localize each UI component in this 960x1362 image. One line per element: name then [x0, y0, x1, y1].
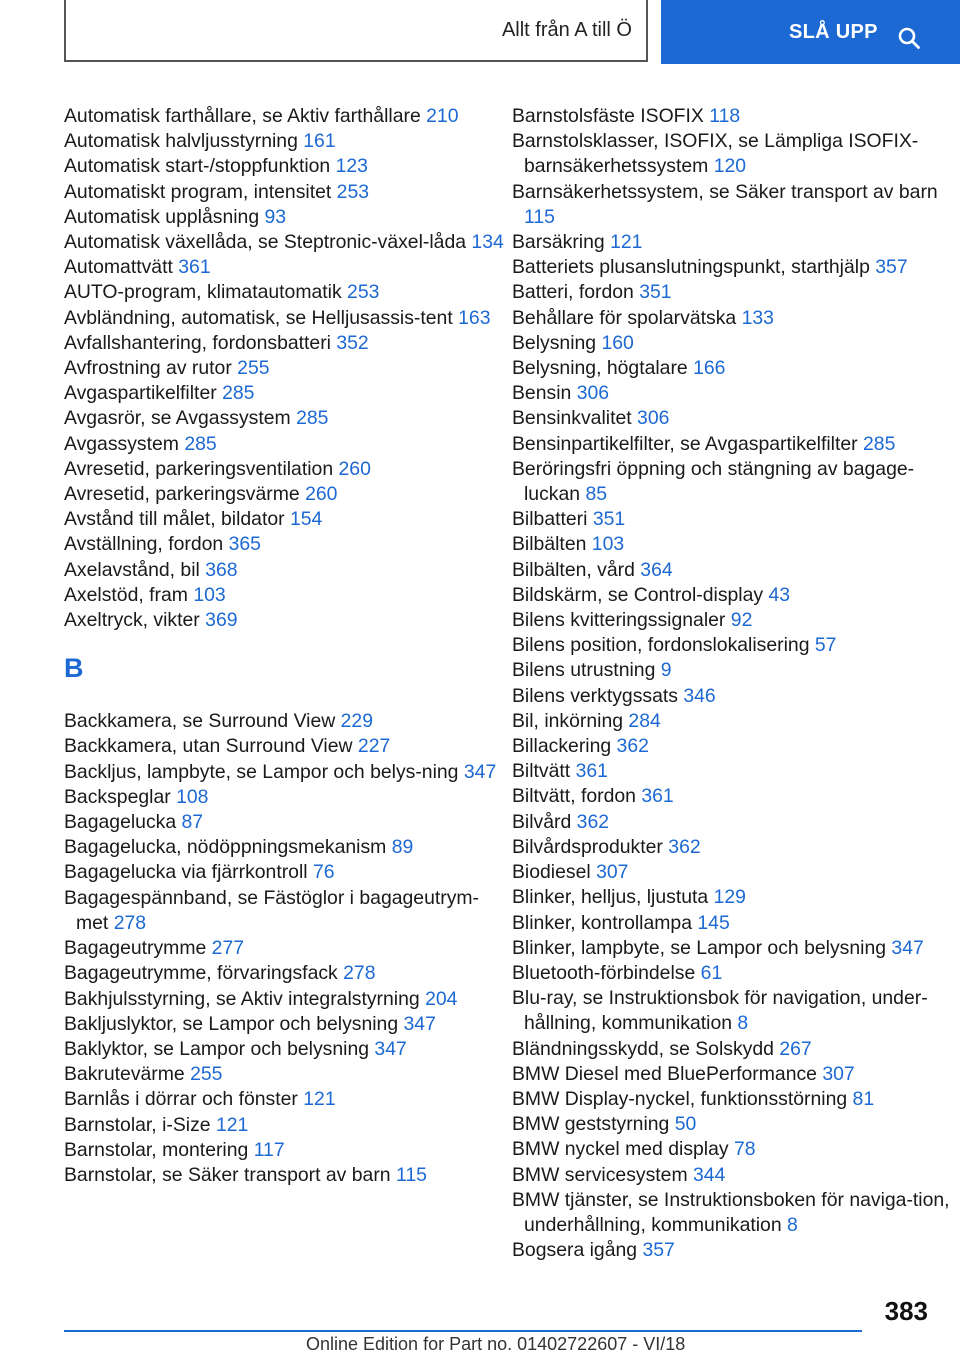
index-entry: [512, 1188, 952, 1238]
entry-page-link[interactable]: 253: [347, 281, 380, 304]
entry-page-link[interactable]: 306: [637, 407, 670, 430]
entry-page-link[interactable]: 134: [471, 231, 504, 254]
entry-term: Automatisk upplåsning: [64, 205, 260, 228]
entry-page-link[interactable]: 8: [787, 1213, 798, 1236]
entry-term: Batteri, fordon: [512, 281, 634, 304]
entry-page-link[interactable]: 129: [713, 886, 746, 909]
entry-page-link[interactable]: 361: [575, 760, 608, 783]
entry-term: Backkamera, se Surround View: [64, 710, 336, 733]
entry-term: Bilvård: [512, 810, 572, 833]
index-entry: [512, 1163, 952, 1188]
entry-term: Avställning, fordon: [64, 533, 224, 556]
index-entry: [64, 810, 504, 835]
entry-term: Blinker, helljus, ljustuta: [512, 886, 709, 909]
index-entry: [512, 1137, 952, 1162]
entry-page-link[interactable]: 121: [215, 1113, 249, 1136]
entry-page-link[interactable]: 357: [875, 256, 908, 279]
entry-page-link[interactable]: 306: [576, 382, 610, 405]
entry-page-link[interactable]: 210: [426, 105, 459, 127]
entry-page-link[interactable]: 347: [891, 936, 924, 959]
index-entry: [64, 129, 504, 154]
index-entry: [512, 658, 952, 683]
entry-term: Bagageutrymme, förvaringsfack: [64, 962, 338, 985]
entry-page-link[interactable]: 362: [576, 810, 610, 833]
entry-page-link[interactable]: 43: [768, 583, 791, 606]
index-column-left: [64, 104, 504, 1188]
entry-term: Bakhjulsstyrning, se Aktiv integralstyrning: [64, 987, 420, 1010]
entry-page-link[interactable]: 57: [814, 634, 837, 657]
index-entry: [64, 835, 504, 860]
index-entry: [512, 180, 952, 230]
index-entry: [512, 255, 952, 280]
entry-page-link[interactable]: 204: [425, 987, 458, 1010]
entry-page-link[interactable]: 285: [184, 432, 217, 455]
entry-page-link[interactable]: 118: [709, 105, 741, 127]
entry-term: Bilens utrustning: [512, 659, 656, 682]
entry-term: Belysning: [512, 331, 597, 354]
entry-term: Bluetooth-förbindelse: [512, 961, 696, 984]
footer-edition: Online Edition for Part no. 01402722607 - VI/18: [306, 1334, 686, 1354]
page-number: 383: [884, 1296, 928, 1326]
entry-page-link[interactable]: 161: [303, 130, 336, 153]
index-entry: [512, 381, 952, 406]
entry-term: Axelavstånd, bil: [64, 558, 200, 581]
entry-term: Barnstolar, montering: [64, 1138, 249, 1161]
index-entry: [512, 1087, 952, 1112]
entry-term: Automattvätt: [64, 256, 173, 279]
index-entry: [64, 154, 504, 179]
entry-term: BMW Diesel med BluePerformance: [512, 1062, 817, 1085]
entry-page-link[interactable]: 284: [628, 709, 661, 732]
entry-page-link[interactable]: 160: [601, 331, 634, 354]
index-entry: [64, 306, 504, 331]
entry-term: Avresetid, parkeringsventilation: [64, 457, 334, 480]
index-entry: [64, 961, 504, 986]
tab-search[interactable]: [661, 0, 960, 64]
index-entry: [64, 406, 504, 431]
index-group-b: [64, 709, 504, 1188]
entry-term: Backljus, lampbyte, se Lampor och belys-ning: [64, 760, 459, 783]
entry-term: Barnstolsfäste ISOFIX: [512, 105, 704, 127]
entry-term: Biltvätt, fordon: [512, 785, 636, 808]
entry-term: Avstånd till målet, bildator: [64, 508, 285, 531]
entry-term: Behållare för spolarvätska: [512, 306, 737, 329]
entry-term: Bilbälten: [512, 533, 587, 556]
entry-term: Bilvårdsprodukter: [512, 835, 663, 858]
entry-page-link[interactable]: 357: [642, 1239, 675, 1262]
entry-page-link[interactable]: 347: [463, 760, 497, 783]
entry-term: Bogsera igång: [512, 1239, 638, 1262]
entry-page-link[interactable]: 364: [640, 558, 673, 581]
index-entry: [512, 986, 952, 1036]
index-entry: [512, 633, 952, 658]
entry-page-link[interactable]: 351: [592, 508, 626, 531]
index-entry: [64, 331, 504, 356]
entry-term: Axelstöd, fram: [64, 583, 188, 606]
entry-term: Axeltryck, vikter: [64, 609, 200, 632]
entry-page-link[interactable]: 260: [305, 483, 338, 506]
entry-page-link[interactable]: 361: [641, 785, 674, 808]
entry-page-link[interactable]: 154: [289, 508, 323, 531]
entry-page-link[interactable]: 81: [852, 1087, 875, 1110]
entry-term: Bilbälten, vård: [512, 558, 635, 581]
index-entry: [64, 180, 504, 205]
entry-term: Biodiesel: [512, 861, 591, 884]
entry-page-link[interactable]: 85: [585, 483, 608, 506]
index-entry: [512, 911, 952, 936]
entry-page-link[interactable]: 362: [668, 835, 701, 858]
entry-page-link[interactable]: 260: [338, 457, 371, 480]
entry-page-link[interactable]: 166: [693, 357, 726, 380]
entry-term: Batteriets plusanslutningspunkt, starthjälp: [512, 256, 870, 279]
entry-term: Blu-ray, se Instruktionsbok för navigation, under-hållning, kommunikation: [512, 987, 928, 1035]
footer-divider: [64, 1330, 862, 1332]
index-entry: [64, 104, 504, 129]
index-entry: [64, 507, 504, 532]
index-entry: [64, 1113, 504, 1138]
entry-term: Avgaspartikelfilter: [64, 382, 217, 405]
index-entry: [64, 1012, 504, 1037]
entry-term: Bländningsskydd, se Solskydd: [512, 1037, 774, 1060]
entry-page-link[interactable]: 362: [616, 735, 649, 758]
entry-page-link[interactable]: 133: [741, 306, 774, 329]
index-entry: [64, 608, 504, 633]
index-entry: [512, 1112, 952, 1137]
entry-term: Barnstolar, i-Size: [64, 1113, 211, 1136]
index-entry: [512, 129, 952, 179]
entry-page-link[interactable]: 255: [190, 1063, 223, 1086]
entry-term: Bildskärm, se Control-display: [512, 583, 764, 606]
index-entry: [64, 1062, 504, 1087]
entry-term: Barnlås i dörrar och fönster: [64, 1088, 298, 1111]
entry-page-link[interactable]: 121: [303, 1088, 336, 1111]
index-entry: [64, 1163, 504, 1188]
entry-page-link[interactable]: 145: [697, 911, 730, 934]
tab-a-to-z[interactable]: [64, 0, 648, 62]
index-entry: [512, 583, 952, 608]
entry-page-link[interactable]: 253: [336, 180, 370, 203]
index-entry: [64, 381, 504, 406]
entry-term: Automatiskt program, intensitet: [64, 180, 332, 203]
entry-term: Automatisk farthållare, se Aktiv farthållare: [64, 105, 421, 127]
index-entry: [512, 608, 952, 633]
index-entry: [512, 507, 952, 532]
index-entry: [512, 306, 952, 331]
entry-term: BMW tjänster, se Instruktionsboken för naviga-tion, underhållning, kommunikation: [512, 1188, 950, 1236]
entry-term: Automatisk start-/stoppfunktion: [64, 155, 331, 178]
entry-page-link[interactable]: 103: [193, 583, 226, 606]
entry-page-link[interactable]: 365: [228, 533, 261, 556]
entry-term: Bilbatteri: [512, 508, 588, 531]
entry-page-link[interactable]: 369: [205, 609, 238, 632]
entry-term: Barnstolsklasser, ISOFIX, se Lämpliga ISOFIX-barnsäkerhetssystem: [512, 130, 919, 178]
index-entry: [512, 684, 952, 709]
entry-term: Beröringsfri öppning och stängning av bagage-luckan: [512, 457, 915, 506]
header: [0, 0, 960, 66]
index-entry: [64, 734, 504, 759]
entry-page-link[interactable]: 278: [113, 911, 147, 934]
entry-page-link[interactable]: 115: [395, 1163, 427, 1186]
entry-term: Bagageutrymme: [64, 937, 207, 960]
entry-term: Biltvätt: [512, 760, 571, 783]
index-entry: [512, 331, 952, 356]
index-group-a: [64, 104, 504, 633]
entry-page-link[interactable]: 361: [178, 256, 211, 279]
entry-page-link[interactable]: 352: [336, 331, 369, 354]
entry-term: Bilens verktygssats: [512, 684, 678, 707]
index-entry: [64, 709, 504, 734]
index-column-right: [512, 104, 952, 1263]
index-entry: [64, 255, 504, 280]
entry-page-link[interactable]: 123: [335, 155, 368, 178]
index-entry: [512, 432, 952, 457]
index-entry: [512, 936, 952, 961]
entry-page-link[interactable]: 61: [700, 961, 723, 984]
index-entry: [512, 1238, 952, 1263]
entry-page-link[interactable]: 255: [237, 357, 270, 380]
entry-term: Automatisk halvljusstyrning: [64, 130, 298, 153]
index-entry: [512, 532, 952, 557]
entry-term: Avfallshantering, fordonsbatteri: [64, 331, 331, 354]
index-entry: [512, 734, 952, 759]
entry-page-link[interactable]: 9: [660, 659, 672, 682]
entry-term: Avbländning, automatisk, se Helljusassis-tent: [64, 306, 453, 329]
entry-page-link[interactable]: 307: [596, 861, 629, 884]
index-entry: [512, 885, 952, 910]
entry-term: Bilens kvitteringssignaler: [512, 609, 726, 632]
tab-a-to-z-label: Allt från A till Ö: [501, 18, 632, 41]
index-entry: [64, 432, 504, 457]
index-entry: [512, 406, 952, 431]
entry-page-link[interactable]: 115: [524, 205, 555, 228]
entry-term: BMW Display-nyckel, funktionsstörning: [512, 1087, 848, 1110]
entry-term: Bakljuslyktor, se Lampor och belysning: [64, 1012, 399, 1035]
entry-page-link[interactable]: 103: [591, 533, 625, 556]
entry-term: Bensinkvalitet: [512, 407, 632, 430]
entry-term: Barnsäkerhetssystem, se Säker transport av barn: [512, 180, 938, 203]
entry-page-link[interactable]: 78: [733, 1138, 756, 1161]
index-entry: [512, 1037, 952, 1062]
index-entry: [512, 230, 952, 255]
index-entry: [64, 482, 504, 507]
entry-page-link[interactable]: 267: [779, 1037, 812, 1060]
index-entry: [64, 205, 504, 230]
entry-term: BMW geststyrning: [512, 1113, 670, 1136]
index-entry: [64, 760, 504, 785]
entry-term: Baklyktor, se Lampor och belysning: [64, 1037, 370, 1060]
entry-page-link[interactable]: 87: [181, 811, 204, 834]
entry-term: Automatisk växellåda, se Steptronic-växel-låda: [64, 231, 467, 254]
entry-term: Bilens position, fordonslokalisering: [512, 634, 810, 657]
entry-page-link[interactable]: 346: [683, 684, 716, 707]
entry-term: Barsäkring: [512, 231, 605, 254]
entry-page-link[interactable]: 351: [639, 281, 672, 304]
tab-search-label: SLÅ UPP: [789, 20, 878, 43]
entry-term: Avfrostning av rutor: [64, 357, 232, 380]
index-entry: [512, 810, 952, 835]
entry-page-link[interactable]: 278: [343, 962, 376, 985]
index-entry: [512, 356, 952, 381]
index-entry: [64, 1138, 504, 1163]
index-entry: [512, 835, 952, 860]
entry-term: Barnstolar, se Säker transport av barn: [64, 1163, 391, 1186]
entry-page-link[interactable]: 229: [340, 710, 373, 733]
entry-term: Avgasrör, se Avgassystem: [64, 407, 291, 430]
index-entry: [512, 457, 952, 507]
index-entry: [512, 961, 952, 986]
index-entry: [512, 1062, 952, 1087]
entry-page-link[interactable]: 285: [222, 382, 255, 405]
entry-page-link[interactable]: 307: [822, 1062, 855, 1085]
entry-term: Backkamera, utan Surround View: [64, 735, 353, 758]
entry-term: BMW servicesystem: [512, 1163, 688, 1186]
index-entry: [64, 886, 504, 936]
entry-term: Bensin: [512, 382, 572, 405]
index-entry: [512, 860, 952, 885]
entry-page-link[interactable]: 285: [296, 407, 329, 430]
entry-page-link[interactable]: 8: [737, 1012, 749, 1035]
entry-term: Blinker, lampbyte, se Lampor och belysning: [512, 936, 887, 959]
entry-term: Avgassystem: [64, 432, 179, 455]
entry-term: Bil, inkörning: [512, 709, 624, 732]
entry-term: Bensinpartikelfilter, se Avgaspartikelfilter: [512, 432, 858, 455]
entry-term: Bakrutevärme: [64, 1063, 185, 1086]
index-entry: [512, 280, 952, 305]
entry-term: AUTO-program, klimatautomatik: [64, 281, 342, 304]
index-entry: [64, 785, 504, 810]
entry-page-link[interactable]: 89: [391, 836, 414, 859]
entry-page-link[interactable]: 368: [205, 558, 238, 581]
entry-term: BMW nyckel med display: [512, 1138, 729, 1161]
entry-page-link[interactable]: 117: [253, 1138, 285, 1161]
entry-term: Avresetid, parkeringsvärme: [64, 483, 300, 506]
index-group-right: [512, 104, 952, 1263]
entry-page-link[interactable]: 76: [312, 861, 335, 884]
index-entry: [64, 987, 504, 1012]
index-entry: [64, 532, 504, 557]
index-entry: [512, 759, 952, 784]
entry-term: Bagagelucka, nödöppningsmekanism: [64, 836, 387, 859]
entry-page-link[interactable]: 120: [713, 155, 747, 178]
entry-term: Bagagelucka: [64, 811, 177, 834]
entry-page-link[interactable]: 227: [357, 735, 391, 758]
search-icon: [898, 27, 920, 49]
entry-page-link[interactable]: 347: [374, 1037, 407, 1060]
index-entry: [512, 784, 952, 809]
index-entry: [64, 583, 504, 608]
section-letter: B: [64, 653, 84, 684]
entry-page-link[interactable]: 163: [458, 306, 491, 329]
entry-term: Blinker, kontrollampa: [512, 911, 692, 934]
index-entry: [64, 936, 504, 961]
entry-term: Belysning, högtalare: [512, 357, 688, 380]
entry-page-link[interactable]: 277: [211, 937, 245, 960]
entry-page-link[interactable]: 347: [403, 1012, 436, 1035]
entry-page-link[interactable]: 108: [176, 785, 209, 808]
entry-term: Bagagespännband, se Fästöglor i bagageutrym-met: [64, 886, 480, 934]
entry-page-link[interactable]: 92: [730, 609, 753, 632]
entry-page-link[interactable]: 121: [610, 231, 643, 254]
index-entry: [64, 1087, 504, 1112]
index-entry: [512, 709, 952, 734]
entry-page-link[interactable]: 50: [674, 1113, 697, 1136]
index-entry: [64, 230, 504, 255]
index-entry: [64, 1037, 504, 1062]
index-entry: [64, 860, 504, 885]
index-entry: [64, 280, 504, 305]
entry-term: Backspeglar: [64, 785, 171, 808]
entry-page-link[interactable]: 344: [693, 1163, 726, 1186]
entry-page-link[interactable]: 93: [264, 205, 287, 228]
entry-term: Bagagelucka via fjärrkontroll: [64, 861, 308, 884]
entry-term: Billackering: [512, 735, 612, 758]
index-entry: [512, 558, 952, 583]
index-entry: [64, 356, 504, 381]
index-entry: [64, 558, 504, 583]
index-entry: [512, 104, 952, 129]
index-entry: [64, 457, 504, 482]
entry-page-link[interactable]: 285: [863, 432, 896, 455]
